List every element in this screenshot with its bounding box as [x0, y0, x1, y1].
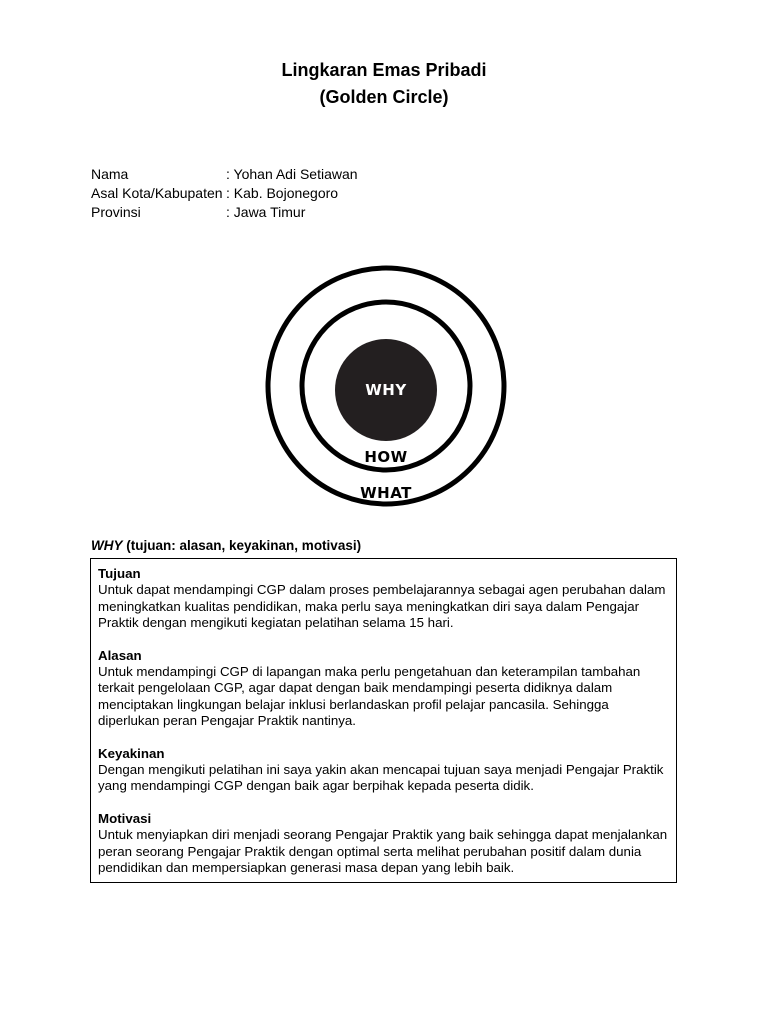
- info-value: : Yohan Adi Setiawan: [226, 166, 358, 182]
- section-body: Untuk dapat mendampingi CGP dalam proses pembelajarannya sebagai agen perubahan dalam meningkatkan kualitas pendidikan, maka perlu saya meningkatkan diri saya dalam Pengajar Praktik dengan mengikuti kegiatan pelatihan selama 15 hari.: [98, 582, 666, 631]
- why-heading-keyword: WHY: [91, 538, 123, 553]
- info-value: : Jawa Timur: [226, 204, 306, 220]
- why-heading-text: (tujuan: alasan, keyakinan, motivasi): [122, 538, 362, 553]
- page-title: Lingkaran Emas Pribadi: [281, 60, 487, 80]
- how-label: HOW: [364, 448, 408, 466]
- section-body: Untuk menyiapkan diri menjadi seorang Pengajar Praktik yang baik sehingga dapat menjalankan peran seorang Pengajar Praktik dengan optimal serta melihat perubahan positif dalam dunia pendidikan dan mempersiapkan generasi masa depan yang lebih baik.: [98, 827, 668, 876]
- section-body: Untuk mendampingi CGP di lapangan maka perlu pengetahuan dan keterampilan tambahan terkait pengelolaan CGP, agar dapat dengan baik mendampingi peserta didiknya dalam menciptakan lingkungan belajar inklusi berlandaskan profil pelajar pancasila. Sehingga diperlukan peran Pengajar Praktik nantinya.: [98, 664, 641, 729]
- section-title: Tujuan: [98, 566, 141, 581]
- golden-circle-diagram: [262, 262, 510, 510]
- section-motivasi: [98, 811, 669, 877]
- section-tujuan: [98, 566, 669, 632]
- section-alasan: [98, 648, 669, 730]
- what-label: WHAT: [360, 484, 412, 502]
- why-heading: [91, 538, 361, 553]
- section-title: Keyakinan: [98, 745, 165, 761]
- section-keyakinan: [98, 746, 669, 795]
- info-label: Provinsi: [91, 204, 141, 220]
- info-label: Asal Kota/Kabupaten: [91, 185, 223, 201]
- section-body: Dengan mengikuti pelatihan ini saya yakin akan mencapai tujuan saya menjadi Pengajar Praktik yang mendampingi CGP dengan baik agar berpihak kepada peserta didik.: [98, 762, 664, 794]
- page-subtitle: (Golden Circle): [319, 87, 449, 107]
- why-box: [90, 558, 677, 883]
- info-label: Nama: [91, 166, 129, 182]
- section-title: Motivasi: [98, 810, 152, 826]
- section-title: Alasan: [98, 647, 142, 663]
- info-value: : Kab. Bojonegoro: [226, 185, 339, 201]
- why-label: WHY: [365, 381, 407, 399]
